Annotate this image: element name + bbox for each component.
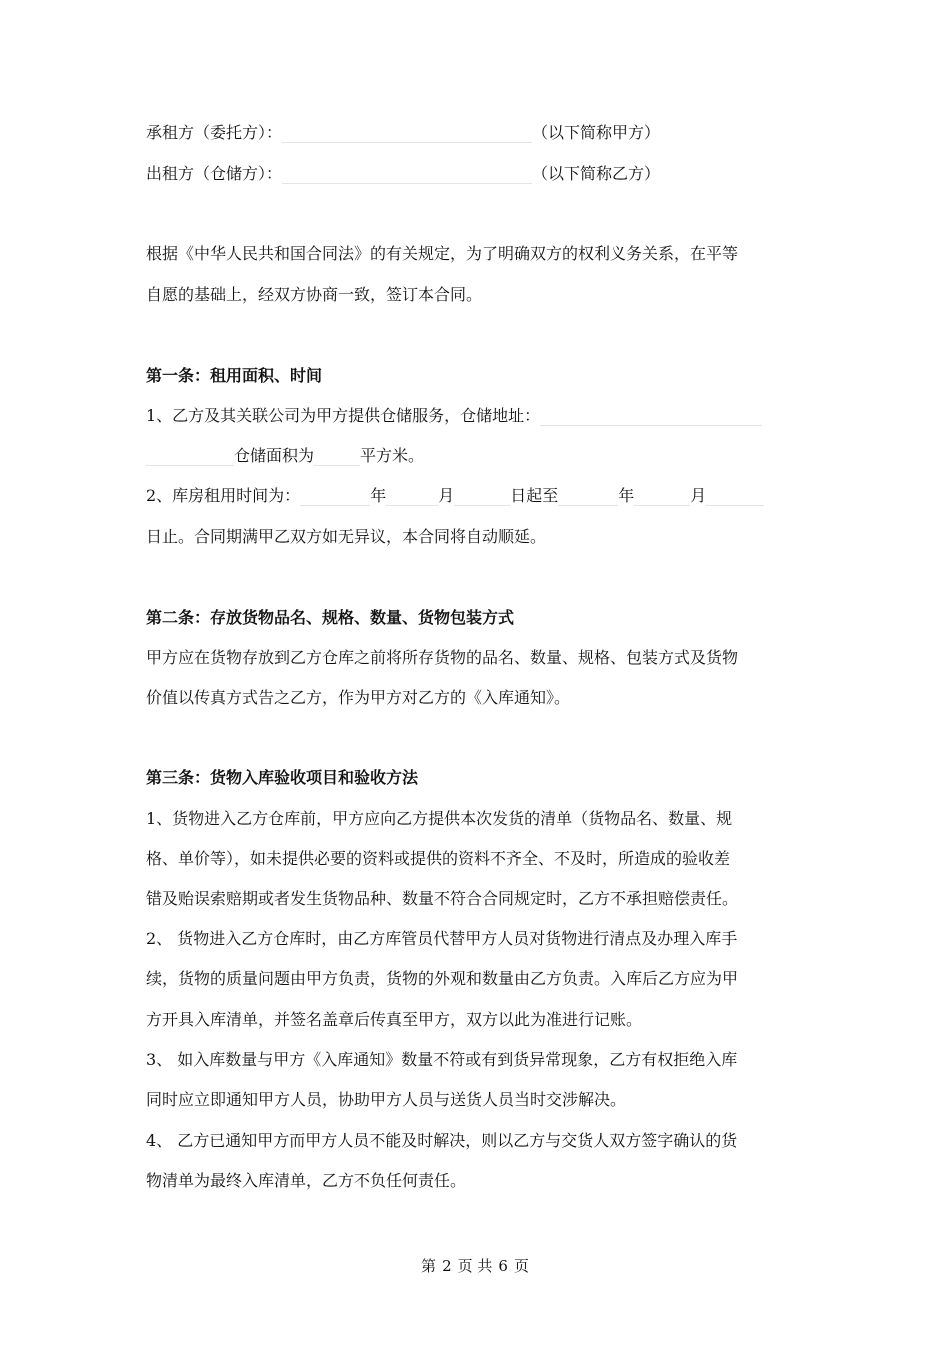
day-from-label: 日起至 [510, 486, 559, 505]
address-blank-cont [146, 447, 234, 466]
lessor-blank [282, 165, 532, 184]
article3-item3-line-2: 同时应立即通知甲方人员，协助甲方人员与送货人员当时交涉解决。 [146, 1090, 627, 1109]
article3-item2-line-2: 续，货物的质量问题由甲方负责，货物的外观和数量由乙方负责。入库后乙方应为甲 [146, 969, 739, 988]
footer-prefix: 第 [421, 1257, 437, 1275]
day2-blank [706, 487, 764, 506]
year1-label: 年 [370, 486, 387, 505]
article3-item1-line-2: 格、单价等），如未提供必要的资料或提供的资料不齐全、不及时，所造成的验收差 [146, 849, 731, 868]
lessee-label: 承租方（委托方）： [146, 123, 283, 142]
area-blank [314, 447, 360, 466]
year2-label: 年 [618, 486, 635, 505]
day1-blank [454, 487, 510, 506]
lessee-blank [282, 124, 532, 143]
lessor-label: 出租方（仓储方）： [146, 164, 283, 183]
article3-item1-line-3: 错及贻误索赔期或者发生货物品种、数量不符合合同规定时，乙方不承担赔偿责任。 [146, 889, 739, 908]
article3-item1-line-1: 1、货物进入乙方仓库前，甲方应向乙方提供本次发货的清单（货物品名、数量、规 [146, 809, 733, 828]
article1-item1-text: 1、乙方及其关联公司为甲方提供仓储服务，仓储地址： [146, 406, 541, 425]
address-blank [540, 407, 762, 426]
article1-item2-end: 日止。合同期满甲乙双方如无异议，本合同将自动顺延。 [146, 527, 547, 546]
lessor-suffix: （以下简称乙方） [532, 164, 661, 183]
article1-item1-line [146, 406, 762, 426]
footer-current-page: 2 [442, 1257, 452, 1275]
month2-blank [634, 487, 690, 506]
article3-item3-line-1: 3、 如入库数量与甲方《入库通知》数量不符或有到货异常现象，乙方有权拒绝入库 [146, 1050, 738, 1069]
footer-mid: 页 共 [457, 1257, 493, 1275]
month1-label: 月 [438, 486, 455, 505]
month2-label: 月 [690, 486, 707, 505]
lessee-line [146, 123, 660, 143]
article1-heading: 第一条：租用面积、时间 [146, 366, 323, 385]
year1-blank [300, 487, 370, 506]
preamble-line-2: 自愿的基础上，经双方协商一致，签订本合同。 [146, 285, 483, 304]
area-label: 仓储面积为 [234, 446, 315, 465]
article3-item4-line-1: 4、 乙方已通知甲方而甲方人员不能及时解决，则以乙方与交货人双方签字确认的货 [146, 1131, 738, 1150]
article3-item2-line-3: 方开具入库清单，并签名盖章后传真至甲方，双方以此为准进行记账。 [146, 1010, 643, 1029]
article1-area-line [146, 446, 424, 466]
article1-item2-line [146, 486, 764, 506]
article3-item2-line-1: 2、 货物进入乙方仓库时，由乙方库管员代替甲方人员对货物进行清点及办理入库手 [146, 929, 738, 948]
article3-heading: 第三条：货物入库验收项目和验收方法 [146, 768, 419, 787]
lessee-suffix: （以下简称甲方） [532, 123, 661, 142]
footer-total-pages: 6 [498, 1257, 508, 1275]
lessor-line [146, 164, 660, 184]
page-footer [0, 1255, 950, 1276]
article2-heading: 第二条：存放货物品名、规格、数量、货物包装方式 [146, 608, 515, 627]
area-unit: 平方米。 [360, 446, 425, 465]
article2-line-1: 甲方应在货物存放到乙方仓库之前将所存货物的品名、数量、规格、包装方式及货物 [146, 648, 739, 667]
article1-item2-text: 2、库房租用时间为： [146, 486, 301, 505]
year2-blank [558, 487, 618, 506]
article2-line-2: 价值以传真方式告之乙方，作为甲方对乙方的《入库通知》。 [146, 688, 571, 707]
article3-item4-line-2: 物清单为最终入库清单，乙方不负任何责任。 [146, 1171, 467, 1190]
footer-suffix: 页 [513, 1257, 529, 1275]
month1-blank [386, 487, 438, 506]
preamble-line-1: 根据《中华人民共和国合同法》的有关规定，为了明确双方的权利义务关系，在平等 [146, 244, 739, 263]
